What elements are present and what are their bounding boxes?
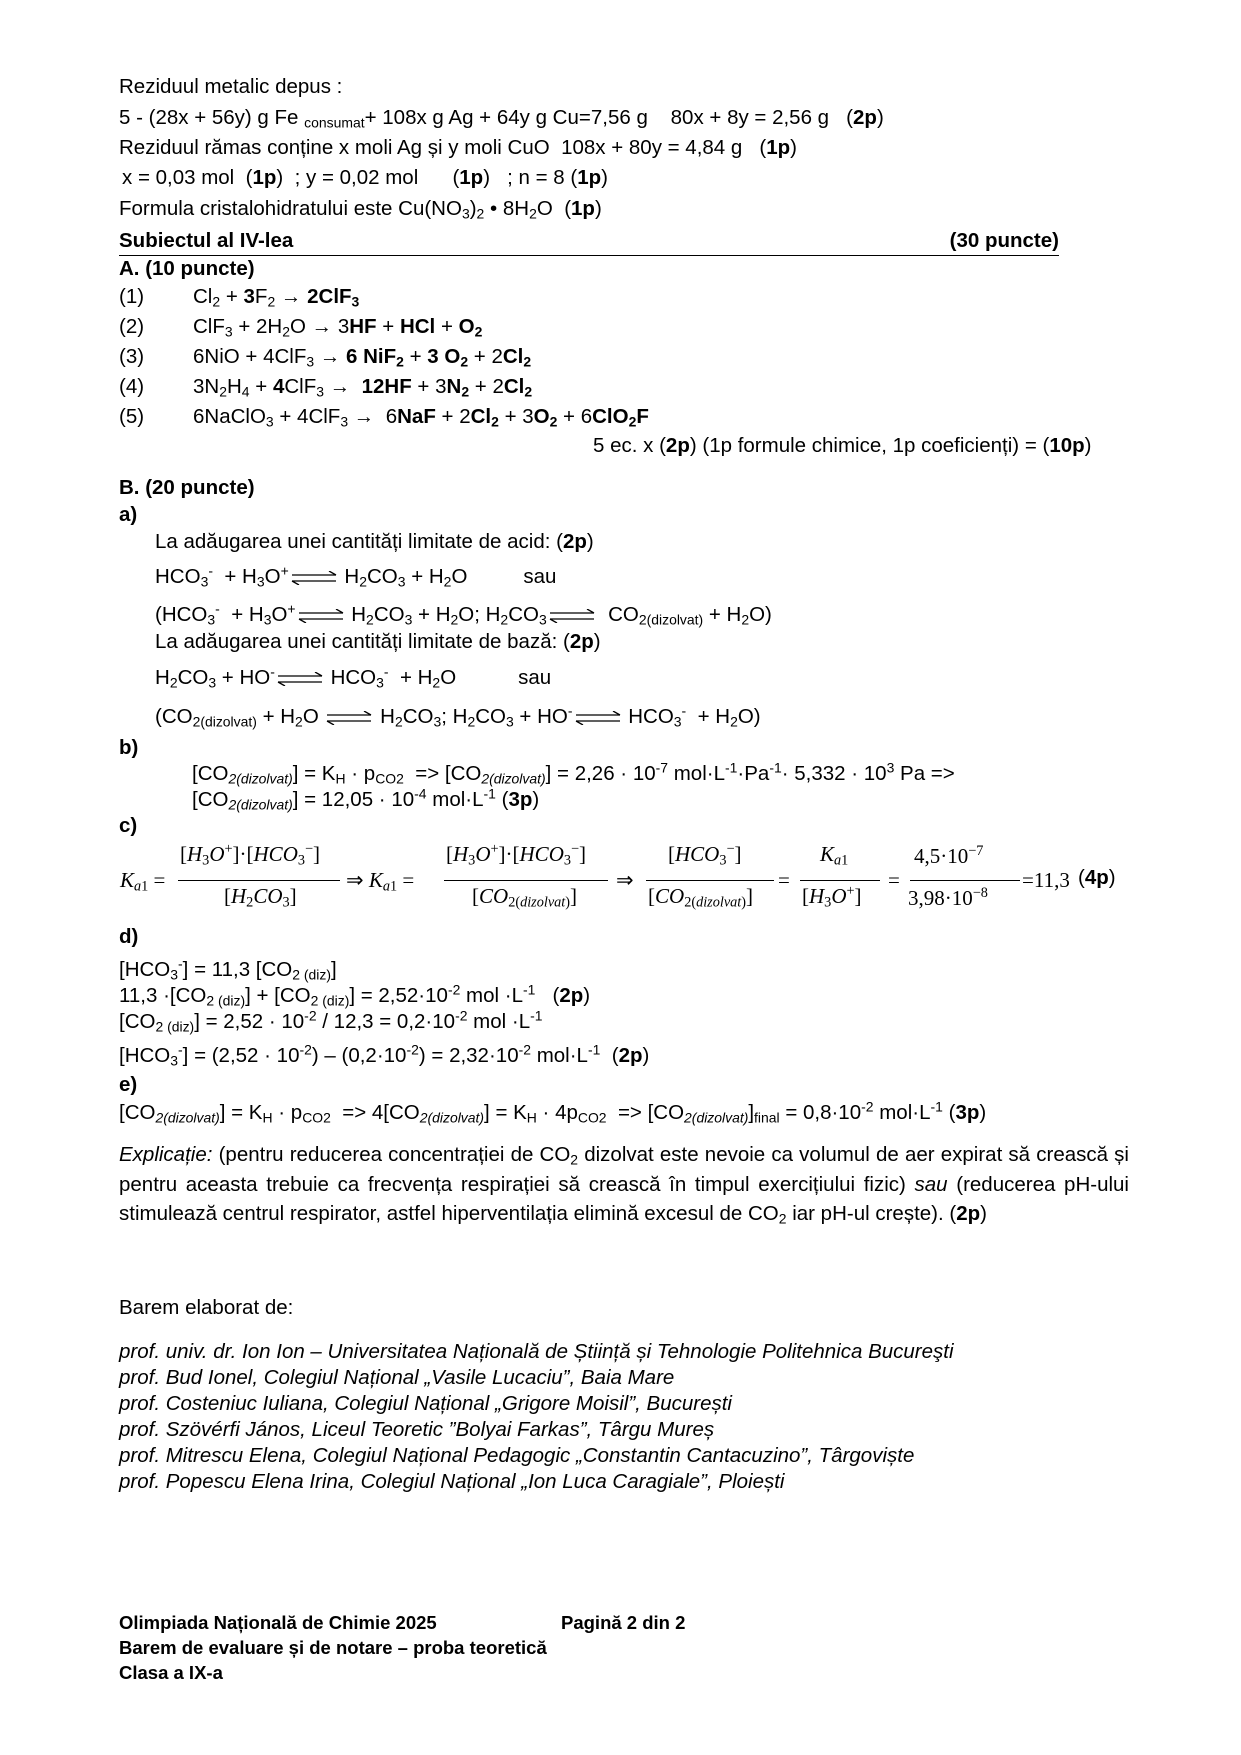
explanation-paragraph: Explicație: (pentru reducerea concentrației de $CO_2$ dizolvat este nevoie ca volumul de aer expirat să crească și pentru aceasta trebuie ca frecvența respirației să crească în timpul exercițiului fizic) sau (reducerea pH-ului stimulează centrul respirator, astfel hiperventilația elimină excesul de $CO_2$ iar pH-ul crește). (2p) bbox=[119, 1143, 1129, 1227]
equilibrium-arrow-icon bbox=[277, 672, 323, 686]
acid-addition-text: La adăugarea unei cantități limitate de acid: (2p) bbox=[155, 530, 594, 553]
footer-olympiad: Olimpiada Națională de Chimie 2025 bbox=[119, 1612, 437, 1633]
equation-2: (2) $ClF_3 + 2H_2O \to 3HF$ + HCl + $O_2$ bbox=[119, 315, 483, 340]
equilibrium-arrow-icon bbox=[326, 711, 372, 725]
d-line-2: $11,3 \cdot[CO_{2 (diz)}] + [CO_{2 (diz)}] = 2,52\cdot 10^{-2}$ mol $\cdot L^{-1}$ (2p) bbox=[119, 981, 591, 1009]
authors-heading: Barem elaborat de: bbox=[119, 1296, 294, 1319]
part-b-d-label: d) bbox=[119, 925, 139, 948]
part-b-b-label: b) bbox=[119, 736, 139, 759]
base-equilibrium-1: $H_2CO_3 + HO^-$ $HCO_3^- + H_2O$ sau bbox=[155, 663, 552, 691]
author-4: prof. Szövérfi János, Liceul Teoretic ”Bolyai Farkas”, Târgu Mureș bbox=[119, 1418, 715, 1441]
base-addition-text: La adăugarea unei cantități limitate de bază: (2p) bbox=[155, 630, 601, 653]
equation-4: (4) $3N_2H_4 + 4ClF_3 \to 12HF + 3N_2 + 2Cl_2$ bbox=[119, 375, 533, 400]
part-b-heading: B. (20 puncte) bbox=[119, 476, 255, 499]
author-3: prof. Costeniuc Iuliana, Colegiul Național „Grigore Moisil”, București bbox=[119, 1392, 732, 1415]
residue-line-2: 5 - (28x + 56y) g Fe $_{consumat}$+ 108x g Ag + 64y g Cu=7,56 g 80x + 8y = 2,56 g (2p) bbox=[119, 106, 884, 131]
acid-equilibrium-1: $HCO_3^- + H_3O^+$ $H_2CO_3 + H_2O$ sau bbox=[155, 562, 557, 590]
footer-class: Clasa a IX-a bbox=[119, 1662, 223, 1683]
part-a-heading: A. (10 puncte) bbox=[119, 257, 255, 280]
base-equilibrium-2: ($CO_{2(dizolvat)} + H_2O$ $H_2CO_3$; $H_2CO_3 + HO^-$ $HCO_3^- + H_2O$) bbox=[155, 702, 761, 730]
residue-line-5: Formula cristalohidratului este $Cu(NO_3)_2$ • $8H_2O$ (1p) bbox=[119, 197, 602, 222]
henry-law-line-2: $[CO_{2(dizolvat)}] = 12,05 \cdot 10^{-4}$ $mol\cdot L^{-1}$ (3p) bbox=[192, 785, 540, 813]
author-6: prof. Popescu Elena Irina, Colegiul Național „Ion Luca Caragiale”, Ploiești bbox=[119, 1470, 785, 1493]
acid-equilibrium-2: ($HCO_3^- + H_3O^+$ $H_2CO_3 + H_2O$; $H_2CO_3$ $CO_{2(dizolvat)} + H_2O$) bbox=[155, 600, 772, 628]
part-b-e-label: e) bbox=[119, 1073, 138, 1096]
equilibrium-arrow-icon bbox=[298, 609, 344, 623]
residue-line-1: Reziduul metalic depus : bbox=[119, 75, 343, 98]
residue-line-3: Reziduul rămas conține x moli Ag și y moli CuO 108x + 80y = 4,84 g (1p) bbox=[119, 136, 797, 159]
equation-1: (1) $Cl_2 + 3F_2 \to 2ClF_3$ bbox=[119, 285, 360, 310]
subject-heading: Subiectul al IV-lea (30 puncte) bbox=[119, 229, 1059, 256]
ka1-formula: $K_{a1}$ = $[H_3O^+]\cdot[HCO_3^-]$ $[H_2CO_3]$ ⇒ $K_{a1}$ = $[H_3O^+]\cdot[HCO_3^-]$ $[CO_{2(dizolvat)}]$ ⇒ $[HCO_3^-]$ $[CO_{2(dizolvat)}]$ = $K_{a1}$ $[H_3O^+]$ = $4,5\cdot 10^{-7}$ $3,98\cdot 10^{-8}$ =11,3 (4p) bbox=[120, 841, 1116, 911]
footer-barem: Barem de evaluare și de notare – proba teoretică bbox=[119, 1637, 547, 1658]
author-2: prof. Bud Ionel, Colegiul Național „Vasile Lucaciu”, Baia Mare bbox=[119, 1366, 675, 1389]
equation-5: (5) 6NaClO$_3$ + $4ClF_3 \to 6NaF + 2Cl_2 + 3O_2 + 6ClO_2F$ bbox=[119, 405, 649, 430]
henry-law-line-1: $[CO_{2(dizolvat)}] = K_H \cdot p_{CO2} => [CO_{2(dizolvat)}] = 2,26 \cdot 10^{-7}$ $mol\cdot L^{-1}\cdot Pa^{-1}\cdot 5,332 \cdot 10^3$ Pa => bbox=[192, 759, 955, 787]
e-line-1: $[CO_{2(dizolvat)}] = K_H \cdot p_{CO2} => 4[CO_{2(dizolvat)}] = K_H \cdot 4p_{CO2} => [CO_{2(dizolvat)}]_{final} = 0,8\cdot 10^{-2}$ $mol\cdot L^{-1}$ (3p) bbox=[119, 1098, 987, 1126]
equation-3: (3) 6NiO + 4ClF$_3$ → 6 NiF$_2$ + 3 $O_2 + 2Cl_2$ bbox=[119, 345, 532, 370]
footer-page-number: Pagină 2 din 2 bbox=[561, 1612, 686, 1633]
equilibrium-arrow-icon bbox=[549, 609, 595, 623]
residue-line-4: x = 0,03 mol (1p) ; y = 0,02 mol (1p) ; n = 8 (1p) bbox=[122, 166, 608, 189]
d-line-4: $[HCO_3^-] = (2,52 \cdot 10^{-2}) - (0,2\cdot 10^{-2}) = 2,32\cdot 10^{-2}$ $mol\cdot L^{-1}$ (2p) bbox=[119, 1041, 650, 1069]
author-1: prof. univ. dr. Ion Ion – Universitatea Națională de Știință și Tehnologie Politehnica Bucureşti bbox=[119, 1340, 954, 1363]
author-5: prof. Mitrescu Elena, Colegiul Național Pedagogic „Constantin Cantacuzino”, Târgoviște bbox=[119, 1444, 915, 1467]
equilibrium-arrow-icon bbox=[291, 571, 337, 585]
part-a-scoring: 5 ec. x (2p) (1p formule chimice, 1p coeficienți) = (10p) bbox=[593, 434, 1092, 457]
part-b-a-label: a) bbox=[119, 503, 138, 526]
d-line-3: $[CO_{2 (diz)}] = 2,52 \cdot 10^{-2} / 12,3 = 0,2\cdot 10^{-2}$ mol $\cdot L^{-1}$ bbox=[119, 1007, 543, 1035]
part-b-c-label: c) bbox=[119, 814, 138, 837]
d-line-1: $[HCO_3^-] = 11,3$ $[CO_{2 (diz)}]$ bbox=[119, 955, 337, 983]
equilibrium-arrow-icon bbox=[575, 711, 621, 725]
